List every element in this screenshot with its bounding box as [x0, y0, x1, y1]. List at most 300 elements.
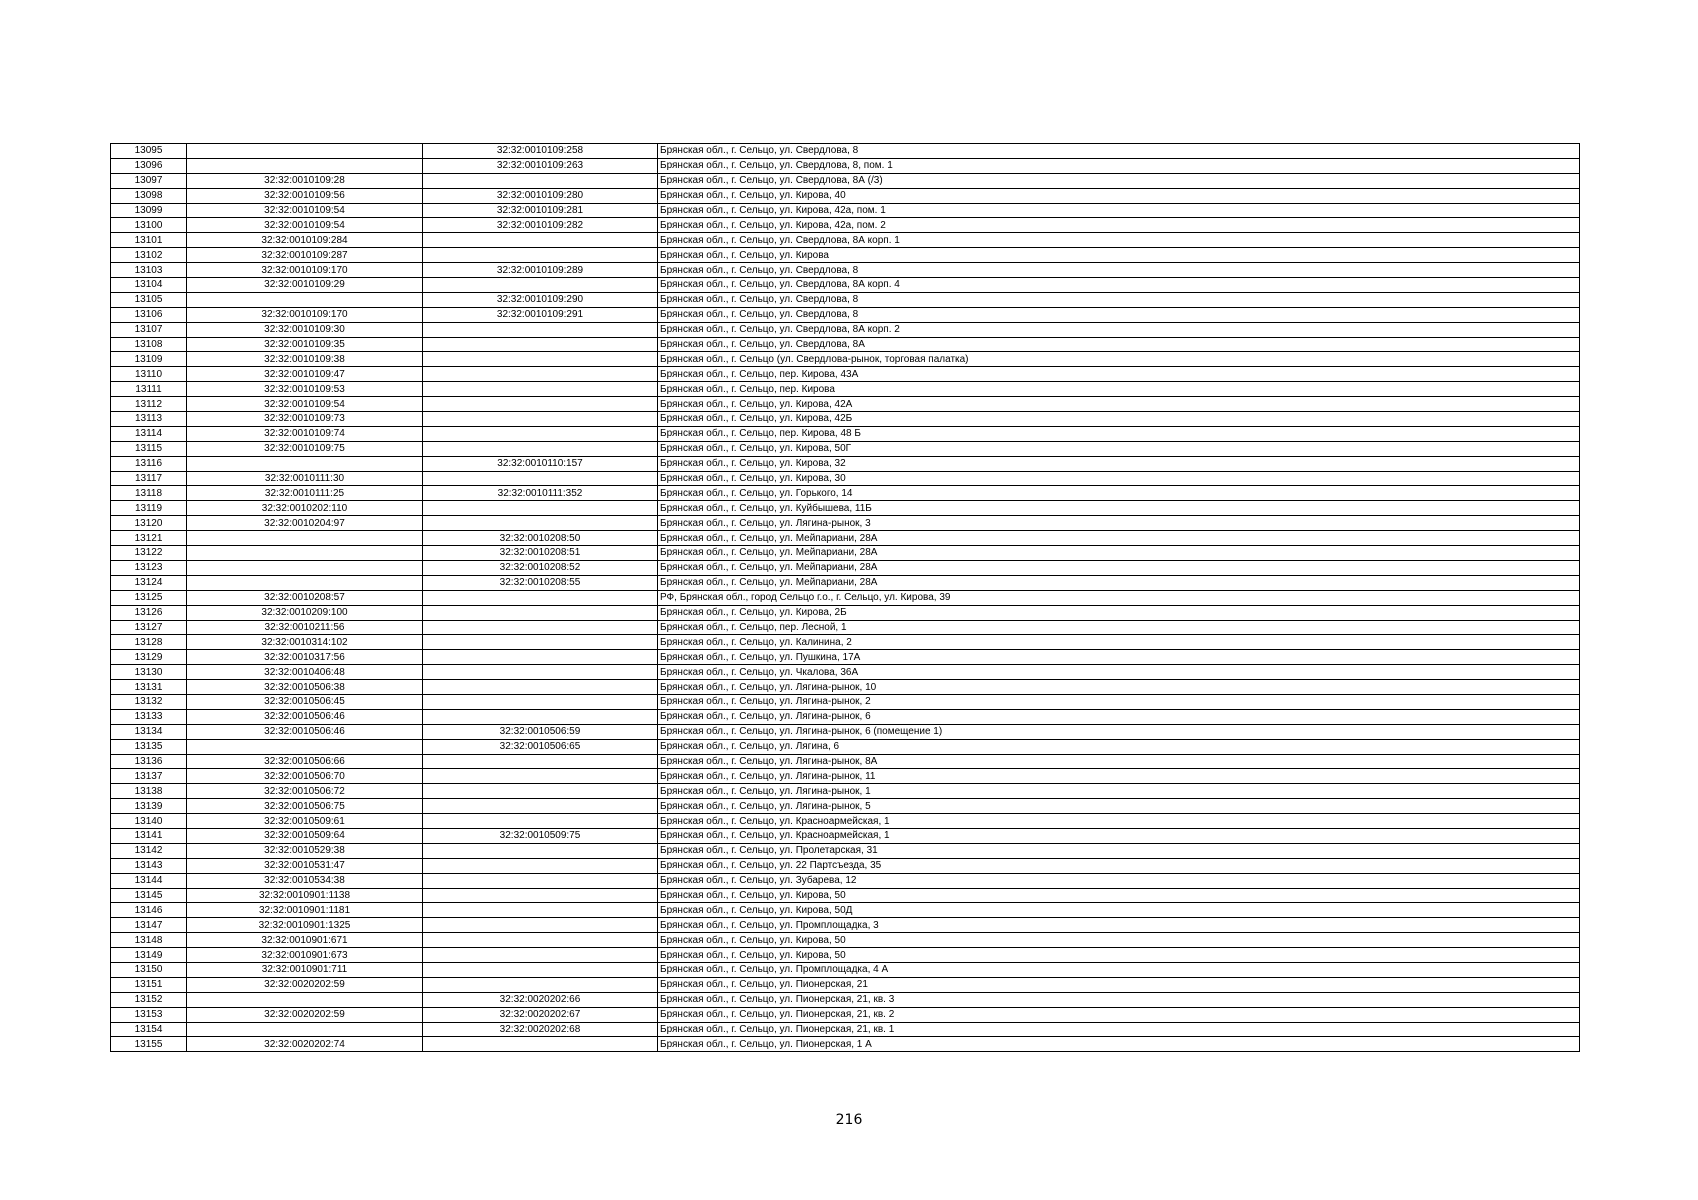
cadastral-number-cell: 32:32:0010531:47 — [187, 858, 423, 873]
cadastral-number-cell: 32:32:0010901:1138 — [187, 888, 423, 903]
linked-cadastral-number-cell — [423, 903, 658, 918]
linked-cadastral-number-cell — [423, 412, 658, 427]
address-cell: Брянская обл., г. Сельцо, ул. Кирова, 50Г — [658, 441, 1580, 456]
linked-cadastral-number-cell: 32:32:0010109:263 — [423, 158, 658, 173]
address-cell: Брянская обл., г. Сельцо, ул. Пионерская, 21, кв. 2 — [658, 1007, 1580, 1022]
address-cell: Брянская обл., г. Сельцо, ул. Красноармейская, 1 — [658, 828, 1580, 843]
table-row — [111, 992, 1580, 1007]
row-number-cell: 13122 — [111, 546, 187, 561]
row-number-cell: 13119 — [111, 501, 187, 516]
address-cell: Брянская обл., г. Сельцо, ул. Мейпариани, 28А — [658, 575, 1580, 590]
linked-cadastral-number-cell — [423, 173, 658, 188]
address-cell: Брянская обл., г. Сельцо, ул. Кирова, 30 — [658, 471, 1580, 486]
table-row — [111, 665, 1580, 680]
address-cell: Брянская обл., г. Сельцо, пер. Кирова, 43А — [658, 367, 1580, 382]
row-number-cell: 13099 — [111, 203, 187, 218]
cadastral-number-cell: 32:32:0010406:48 — [187, 665, 423, 680]
address-cell: Брянская обл., г. Сельцо, ул. Промплощадка, 3 — [658, 918, 1580, 933]
row-number-cell: 13129 — [111, 650, 187, 665]
row-number-cell: 13143 — [111, 858, 187, 873]
cadastral-number-cell: 32:32:0010202:110 — [187, 501, 423, 516]
cadastral-number-cell: 32:32:0010506:38 — [187, 680, 423, 695]
address-cell: Брянская обл., г. Сельцо, ул. Куйбышева, 11Б — [658, 501, 1580, 516]
address-cell: Брянская обл., г. Сельцо, ул. Кирова, 50 — [658, 933, 1580, 948]
cadastral-number-cell: 32:32:0010314:102 — [187, 635, 423, 650]
row-number-cell: 13153 — [111, 1007, 187, 1022]
linked-cadastral-number-cell — [423, 382, 658, 397]
linked-cadastral-number-cell: 32:32:0020202:66 — [423, 992, 658, 1007]
cadastral-number-cell: 32:32:0010109:75 — [187, 441, 423, 456]
row-number-cell: 13113 — [111, 412, 187, 427]
row-number-cell: 13154 — [111, 1022, 187, 1037]
table-row — [111, 546, 1580, 561]
address-cell: Брянская обл., г. Сельцо, ул. Кирова, 42А — [658, 397, 1580, 412]
registry-table-body — [111, 144, 1580, 1052]
address-cell: Брянская обл., г. Сельцо, ул. Мейпариани, 28А — [658, 531, 1580, 546]
address-cell: Брянская обл., г. Сельцо, пер. Кирова — [658, 382, 1580, 397]
table-row — [111, 248, 1580, 263]
address-cell: Брянская обл., г. Сельцо, ул. Свердлова, 8 — [658, 292, 1580, 307]
row-number-cell: 13120 — [111, 516, 187, 531]
cadastral-number-cell: 32:32:0010111:30 — [187, 471, 423, 486]
table-row — [111, 1037, 1580, 1052]
address-cell: Брянская обл., г. Сельцо, ул. Кирова, 50 — [658, 948, 1580, 963]
address-cell: Брянская обл., г. Сельцо, ул. Промплощадка, 4 А — [658, 962, 1580, 977]
cadastral-number-cell — [187, 739, 423, 754]
table-row — [111, 397, 1580, 412]
linked-cadastral-number-cell: 32:32:0010506:59 — [423, 724, 658, 739]
table-row — [111, 233, 1580, 248]
linked-cadastral-number-cell — [423, 441, 658, 456]
table-row — [111, 784, 1580, 799]
cadastral-number-cell: 32:32:0010109:47 — [187, 367, 423, 382]
row-number-cell: 13111 — [111, 382, 187, 397]
cadastral-number-cell — [187, 575, 423, 590]
cadastral-number-cell — [187, 560, 423, 575]
linked-cadastral-number-cell — [423, 516, 658, 531]
linked-cadastral-number-cell — [423, 397, 658, 412]
table-row — [111, 575, 1580, 590]
address-cell: Брянская обл., г. Сельцо, пер. Кирова, 48 Б — [658, 426, 1580, 441]
row-number-cell: 13145 — [111, 888, 187, 903]
linked-cadastral-number-cell — [423, 694, 658, 709]
row-number-cell: 13115 — [111, 441, 187, 456]
address-cell: Брянская обл., г. Сельцо, ул. Пионерская, 21, кв. 1 — [658, 1022, 1580, 1037]
cadastral-number-cell — [187, 1022, 423, 1037]
row-number-cell: 13100 — [111, 218, 187, 233]
table-row — [111, 828, 1580, 843]
address-cell: Брянская обл., г. Сельцо, ул. Пионерская, 21, кв. 3 — [658, 992, 1580, 1007]
cadastral-number-cell: 32:32:0010209:100 — [187, 605, 423, 620]
linked-cadastral-number-cell — [423, 1037, 658, 1052]
row-number-cell: 13148 — [111, 933, 187, 948]
address-cell: Брянская обл., г. Сельцо, ул. Свердлова, 8 — [658, 144, 1580, 159]
cadastral-number-cell: 32:32:0020202:59 — [187, 977, 423, 992]
table-row — [111, 888, 1580, 903]
table-row — [111, 739, 1580, 754]
address-cell: РФ, Брянская обл., город Сельцо г.о., г. Сельцо, ул. Кирова, 39 — [658, 590, 1580, 605]
address-cell: Брянская обл., г. Сельцо, ул. Лягина-рынок, 6 — [658, 709, 1580, 724]
address-cell: Брянская обл., г. Сельцо, ул. Пионерская, 21 — [658, 977, 1580, 992]
row-number-cell: 13139 — [111, 799, 187, 814]
linked-cadastral-number-cell — [423, 888, 658, 903]
address-cell: Брянская обл., г. Сельцо, ул. Кирова, 50 — [658, 888, 1580, 903]
table-row — [111, 635, 1580, 650]
linked-cadastral-number-cell: 32:32:0010208:50 — [423, 531, 658, 546]
table-row — [111, 382, 1580, 397]
cadastral-number-cell: 32:32:0010109:53 — [187, 382, 423, 397]
linked-cadastral-number-cell — [423, 367, 658, 382]
row-number-cell: 13134 — [111, 724, 187, 739]
row-number-cell: 13096 — [111, 158, 187, 173]
cadastral-number-cell: 32:32:0010109:54 — [187, 397, 423, 412]
cadastral-number-cell: 32:32:0020202:74 — [187, 1037, 423, 1052]
address-cell: Брянская обл., г. Сельцо, ул. Свердлова, 8А (/3) — [658, 173, 1580, 188]
linked-cadastral-number-cell: 32:32:0010208:52 — [423, 560, 658, 575]
linked-cadastral-number-cell — [423, 352, 658, 367]
address-cell: Брянская обл., г. Сельцо, ул. Свердлова, 8А корп. 1 — [658, 233, 1580, 248]
table-row — [111, 486, 1580, 501]
row-number-cell: 13127 — [111, 620, 187, 635]
linked-cadastral-number-cell — [423, 248, 658, 263]
table-row — [111, 322, 1580, 337]
linked-cadastral-number-cell: 32:32:0010109:289 — [423, 263, 658, 278]
row-number-cell: 13102 — [111, 248, 187, 263]
cadastral-number-cell: 32:32:0010211:56 — [187, 620, 423, 635]
row-number-cell: 13141 — [111, 828, 187, 843]
linked-cadastral-number-cell — [423, 635, 658, 650]
cadastral-number-cell: 32:32:0010509:61 — [187, 814, 423, 829]
cadastral-number-cell — [187, 456, 423, 471]
linked-cadastral-number-cell: 32:32:0010109:282 — [423, 218, 658, 233]
linked-cadastral-number-cell — [423, 337, 658, 352]
row-number-cell: 13097 — [111, 173, 187, 188]
address-cell: Брянская обл., г. Сельцо, ул. Лягина-рынок, 2 — [658, 694, 1580, 709]
table-row — [111, 158, 1580, 173]
address-cell: Брянская обл., г. Сельцо, ул. Кирова, 42а, пом. 2 — [658, 218, 1580, 233]
table-row — [111, 367, 1580, 382]
linked-cadastral-number-cell — [423, 754, 658, 769]
row-number-cell: 13131 — [111, 680, 187, 695]
row-number-cell: 13142 — [111, 843, 187, 858]
row-number-cell: 13107 — [111, 322, 187, 337]
registry-table — [110, 143, 1580, 1052]
row-number-cell: 13151 — [111, 977, 187, 992]
linked-cadastral-number-cell — [423, 322, 658, 337]
cadastral-number-cell: 32:32:0010534:38 — [187, 873, 423, 888]
table-row — [111, 769, 1580, 784]
table-row — [111, 709, 1580, 724]
row-number-cell: 13108 — [111, 337, 187, 352]
table-row — [111, 903, 1580, 918]
linked-cadastral-number-cell — [423, 873, 658, 888]
cadastral-number-cell: 32:32:0010506:70 — [187, 769, 423, 784]
address-cell: Брянская обл., г. Сельцо, ул. Зубарева, 12 — [658, 873, 1580, 888]
row-number-cell: 13130 — [111, 665, 187, 680]
cadastral-number-cell: 32:32:0010109:30 — [187, 322, 423, 337]
cadastral-number-cell: 32:32:0010901:673 — [187, 948, 423, 963]
linked-cadastral-number-cell — [423, 843, 658, 858]
linked-cadastral-number-cell: 32:32:0010208:55 — [423, 575, 658, 590]
address-cell: Брянская обл., г. Сельцо, ул. Кирова, 40 — [658, 188, 1580, 203]
row-number-cell: 13121 — [111, 531, 187, 546]
address-cell: Брянская обл., г. Сельцо, ул. Свердлова, 8 — [658, 263, 1580, 278]
cadastral-number-cell: 32:32:0010506:46 — [187, 709, 423, 724]
linked-cadastral-number-cell — [423, 784, 658, 799]
address-cell: Брянская обл., г. Сельцо, ул. Свердлова, 8А корп. 4 — [658, 278, 1580, 293]
address-cell: Брянская обл., г. Сельцо, ул. Лягина-рынок, 6 (помещение 1) — [658, 724, 1580, 739]
address-cell: Брянская обл., г. Сельцо, ул. 22 Партсъезда, 35 — [658, 858, 1580, 873]
row-number-cell: 13138 — [111, 784, 187, 799]
cadastral-number-cell — [187, 531, 423, 546]
table-row — [111, 962, 1580, 977]
table-row — [111, 605, 1580, 620]
linked-cadastral-number-cell — [423, 814, 658, 829]
table-row — [111, 814, 1580, 829]
table-row — [111, 426, 1580, 441]
address-cell: Брянская обл., г. Сельцо, ул. Кирова — [658, 248, 1580, 263]
table-row — [111, 873, 1580, 888]
linked-cadastral-number-cell — [423, 769, 658, 784]
linked-cadastral-number-cell: 32:32:0010109:290 — [423, 292, 658, 307]
cadastral-number-cell: 32:32:0010901:1325 — [187, 918, 423, 933]
table-row — [111, 441, 1580, 456]
table-row — [111, 694, 1580, 709]
row-number-cell: 13150 — [111, 962, 187, 977]
linked-cadastral-number-cell: 32:32:0010506:65 — [423, 739, 658, 754]
address-cell: Брянская обл., г. Сельцо, ул. Свердлова, 8, пом. 1 — [658, 158, 1580, 173]
row-number-cell: 13106 — [111, 307, 187, 322]
row-number-cell: 13103 — [111, 263, 187, 278]
linked-cadastral-number-cell — [423, 278, 658, 293]
linked-cadastral-number-cell — [423, 977, 658, 992]
linked-cadastral-number-cell — [423, 620, 658, 635]
address-cell: Брянская обл., г. Сельцо, ул. Кирова, 2Б — [658, 605, 1580, 620]
table-row — [111, 263, 1580, 278]
cadastral-number-cell: 32:32:0010111:25 — [187, 486, 423, 501]
row-number-cell: 13123 — [111, 560, 187, 575]
table-row — [111, 918, 1580, 933]
cadastral-number-cell: 32:32:0010901:1181 — [187, 903, 423, 918]
cadastral-number-cell: 32:32:0010109:38 — [187, 352, 423, 367]
row-number-cell: 13124 — [111, 575, 187, 590]
linked-cadastral-number-cell: 32:32:0010208:51 — [423, 546, 658, 561]
table-row — [111, 843, 1580, 858]
row-number-cell: 13109 — [111, 352, 187, 367]
table-row — [111, 501, 1580, 516]
linked-cadastral-number-cell: 32:32:0010109:281 — [423, 203, 658, 218]
cadastral-number-cell: 32:32:0010109:73 — [187, 412, 423, 427]
linked-cadastral-number-cell — [423, 605, 658, 620]
address-cell: Брянская обл., г. Сельцо, ул. Красноармейская, 1 — [658, 814, 1580, 829]
cadastral-number-cell: 32:32:0010506:72 — [187, 784, 423, 799]
cadastral-number-cell: 32:32:0010109:56 — [187, 188, 423, 203]
cadastral-number-cell: 32:32:0010204:97 — [187, 516, 423, 531]
cadastral-number-cell — [187, 546, 423, 561]
address-cell: Брянская обл., г. Сельцо, ул. Кирова, 42Б — [658, 412, 1580, 427]
linked-cadastral-number-cell — [423, 799, 658, 814]
row-number-cell: 13146 — [111, 903, 187, 918]
table-row — [111, 724, 1580, 739]
table-row — [111, 590, 1580, 605]
linked-cadastral-number-cell: 32:32:0010109:291 — [423, 307, 658, 322]
linked-cadastral-number-cell — [423, 858, 658, 873]
table-row — [111, 531, 1580, 546]
table-row — [111, 307, 1580, 322]
linked-cadastral-number-cell — [423, 233, 658, 248]
linked-cadastral-number-cell — [423, 665, 658, 680]
linked-cadastral-number-cell: 32:32:0010109:258 — [423, 144, 658, 159]
table-row — [111, 173, 1580, 188]
address-cell: Брянская обл., г. Сельцо, ул. Чкалова, 36А — [658, 665, 1580, 680]
linked-cadastral-number-cell — [423, 471, 658, 486]
table-row — [111, 188, 1580, 203]
row-number-cell: 13110 — [111, 367, 187, 382]
linked-cadastral-number-cell — [423, 933, 658, 948]
table-row — [111, 754, 1580, 769]
row-number-cell: 13155 — [111, 1037, 187, 1052]
linked-cadastral-number-cell — [423, 650, 658, 665]
cadastral-number-cell: 32:32:0010901:671 — [187, 933, 423, 948]
row-number-cell: 13125 — [111, 590, 187, 605]
address-cell: Брянская обл., г. Сельцо, ул. Свердлова, 8А — [658, 337, 1580, 352]
cadastral-number-cell: 32:32:0010529:38 — [187, 843, 423, 858]
cadastral-number-cell: 32:32:0010509:64 — [187, 828, 423, 843]
address-cell: Брянская обл., г. Сельцо, ул. Лягина-рынок, 8А — [658, 754, 1580, 769]
table-row — [111, 412, 1580, 427]
row-number-cell: 13112 — [111, 397, 187, 412]
linked-cadastral-number-cell: 32:32:0010110:157 — [423, 456, 658, 471]
table-row — [111, 516, 1580, 531]
table-row — [111, 292, 1580, 307]
table-row — [111, 471, 1580, 486]
address-cell: Брянская обл., г. Сельцо, ул. Горького, 14 — [658, 486, 1580, 501]
row-number-cell: 13104 — [111, 278, 187, 293]
address-cell: Брянская обл., г. Сельцо, ул. Лягина-рынок, 5 — [658, 799, 1580, 814]
address-cell: Брянская обл., г. Сельцо, ул. Лягина-рынок, 3 — [658, 516, 1580, 531]
table-row — [111, 620, 1580, 635]
address-cell: Брянская обл., г. Сельцо, ул. Лягина, 6 — [658, 739, 1580, 754]
linked-cadastral-number-cell — [423, 680, 658, 695]
row-number-cell: 13133 — [111, 709, 187, 724]
linked-cadastral-number-cell — [423, 590, 658, 605]
address-cell: Брянская обл., г. Сельцо, ул. Кирова, 32 — [658, 456, 1580, 471]
cadastral-number-cell: 32:32:0010109:35 — [187, 337, 423, 352]
table-row — [111, 352, 1580, 367]
linked-cadastral-number-cell: 32:32:0010111:352 — [423, 486, 658, 501]
address-cell: Брянская обл., г. Сельцо, ул. Калинина, 2 — [658, 635, 1580, 650]
linked-cadastral-number-cell — [423, 948, 658, 963]
row-number-cell: 13152 — [111, 992, 187, 1007]
page-number: 216 — [835, 1112, 863, 1128]
cadastral-number-cell: 32:32:0010109:287 — [187, 248, 423, 263]
linked-cadastral-number-cell — [423, 918, 658, 933]
cadastral-number-cell: 32:32:0010506:66 — [187, 754, 423, 769]
row-number-cell: 13149 — [111, 948, 187, 963]
row-number-cell: 13116 — [111, 456, 187, 471]
table-row — [111, 977, 1580, 992]
row-number-cell: 13147 — [111, 918, 187, 933]
table-row — [111, 650, 1580, 665]
table-row — [111, 799, 1580, 814]
row-number-cell: 13135 — [111, 739, 187, 754]
cadastral-number-cell: 32:32:0010109:74 — [187, 426, 423, 441]
address-cell: Брянская обл., г. Сельцо, ул. Пионерская, 1 А — [658, 1037, 1580, 1052]
linked-cadastral-number-cell — [423, 709, 658, 724]
cadastral-number-cell: 32:32:0010109:54 — [187, 218, 423, 233]
cadastral-number-cell: 32:32:0020202:59 — [187, 1007, 423, 1022]
linked-cadastral-number-cell — [423, 962, 658, 977]
row-number-cell: 13101 — [111, 233, 187, 248]
address-cell: Брянская обл., г. Сельцо, ул. Пролетарская, 31 — [658, 843, 1580, 858]
row-number-cell: 13118 — [111, 486, 187, 501]
cadastral-number-cell — [187, 992, 423, 1007]
table-row — [111, 337, 1580, 352]
row-number-cell: 13136 — [111, 754, 187, 769]
cadastral-number-cell: 32:32:0010208:57 — [187, 590, 423, 605]
row-number-cell: 13098 — [111, 188, 187, 203]
address-cell: Брянская обл., г. Сельцо, ул. Лягина-рынок, 1 — [658, 784, 1580, 799]
cadastral-number-cell — [187, 292, 423, 307]
row-number-cell: 13095 — [111, 144, 187, 159]
address-cell: Брянская обл., г. Сельцо, ул. Пушкина, 17А — [658, 650, 1580, 665]
cadastral-number-cell: 32:32:0010901:711 — [187, 962, 423, 977]
cadastral-number-cell: 32:32:0010317:56 — [187, 650, 423, 665]
row-number-cell: 13140 — [111, 814, 187, 829]
linked-cadastral-number-cell: 32:32:0020202:68 — [423, 1022, 658, 1037]
address-cell: Брянская обл., г. Сельцо, ул. Лягина-рынок, 10 — [658, 680, 1580, 695]
linked-cadastral-number-cell: 32:32:0010509:75 — [423, 828, 658, 843]
table-row — [111, 144, 1580, 159]
table-row — [111, 1007, 1580, 1022]
address-cell: Брянская обл., г. Сельцо, ул. Свердлова, 8А корп. 2 — [658, 322, 1580, 337]
cadastral-number-cell: 32:32:0010506:45 — [187, 694, 423, 709]
row-number-cell: 13117 — [111, 471, 187, 486]
cadastral-number-cell: 32:32:0010109:284 — [187, 233, 423, 248]
table-row — [111, 948, 1580, 963]
table-row — [111, 560, 1580, 575]
table-row — [111, 456, 1580, 471]
row-number-cell: 13144 — [111, 873, 187, 888]
cadastral-number-cell — [187, 144, 423, 159]
cadastral-number-cell: 32:32:0010109:29 — [187, 278, 423, 293]
address-cell: Брянская обл., г. Сельцо, ул. Лягина-рынок, 11 — [658, 769, 1580, 784]
row-number-cell: 13128 — [111, 635, 187, 650]
cadastral-number-cell — [187, 158, 423, 173]
row-number-cell: 13137 — [111, 769, 187, 784]
cadastral-number-cell: 32:32:0010506:46 — [187, 724, 423, 739]
cadastral-number-cell: 32:32:0010109:28 — [187, 173, 423, 188]
table-row — [111, 278, 1580, 293]
linked-cadastral-number-cell: 32:32:0020202:67 — [423, 1007, 658, 1022]
address-cell: Брянская обл., г. Сельцо, ул. Мейпариани, 28А — [658, 560, 1580, 575]
linked-cadastral-number-cell: 32:32:0010109:280 — [423, 188, 658, 203]
table-row — [111, 218, 1580, 233]
address-cell: Брянская обл., г. Сельцо, ул. Кирова, 42а, пом. 1 — [658, 203, 1580, 218]
linked-cadastral-number-cell — [423, 501, 658, 516]
row-number-cell: 13105 — [111, 292, 187, 307]
cadastral-number-cell: 32:32:0010109:54 — [187, 203, 423, 218]
table-row — [111, 1022, 1580, 1037]
cadastral-number-cell: 32:32:0010506:75 — [187, 799, 423, 814]
cadastral-number-cell: 32:32:0010109:170 — [187, 307, 423, 322]
linked-cadastral-number-cell — [423, 426, 658, 441]
address-cell: Брянская обл., г. Сельцо, ул. Свердлова, 8 — [658, 307, 1580, 322]
table-row — [111, 203, 1580, 218]
address-cell: Брянская обл., г. Сельцо (ул. Свердлова-рынок, торговая палатка) — [658, 352, 1580, 367]
address-cell: Брянская обл., г. Сельцо, ул. Мейпариани, 28А — [658, 546, 1580, 561]
address-cell: Брянская обл., г. Сельцо, ул. Кирова, 50Д — [658, 903, 1580, 918]
